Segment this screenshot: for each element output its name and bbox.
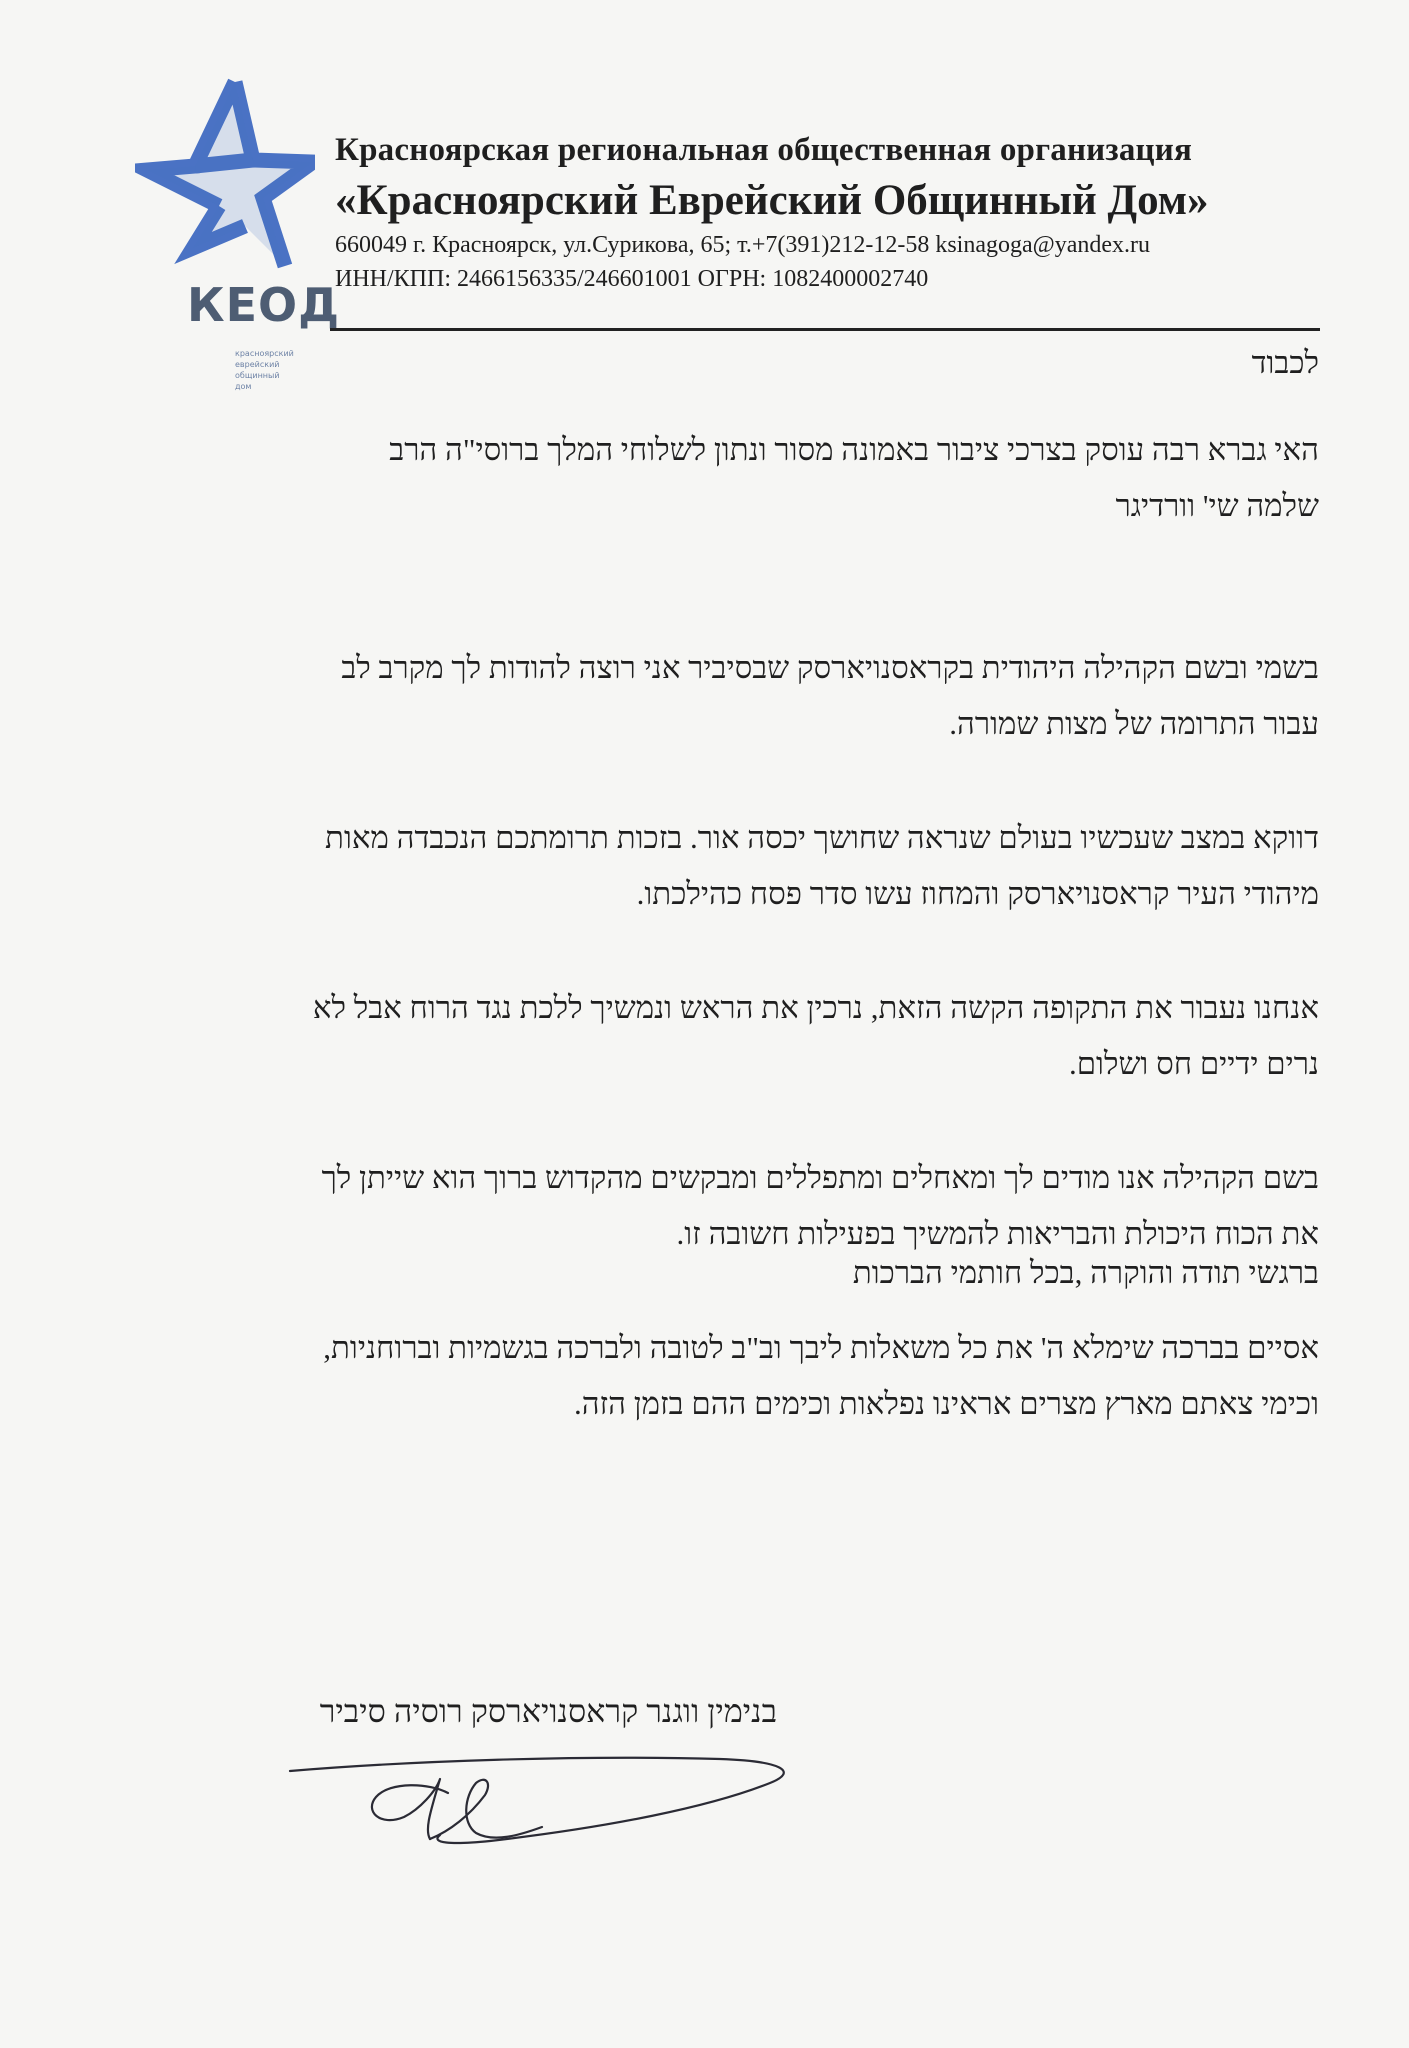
logo-abbreviation: КЕОД (187, 278, 341, 332)
paragraph-line: עבור התרומה של מצות שמורה. (949, 706, 1319, 741)
body-paragraph (199, 640, 1319, 752)
letterhead-text (335, 128, 1335, 296)
organization-registration: ИНН/КПП: 2466156335/246601001 ОГРН: 1082400002740 (335, 266, 929, 292)
paragraph-line: בשם הקהילה אנו מודים לך ומאחלים ומתפללים ומבקשים מהקדוש ברוך הוא שייתן לך (321, 1160, 1319, 1195)
logo-caption (235, 348, 315, 392)
logo-caption-line: еврейский (235, 360, 280, 369)
logo-caption-line: дом (235, 382, 252, 391)
salutation: לכבוד (1251, 345, 1319, 380)
letterhead-divider (330, 328, 1320, 331)
paragraph-line: וכימי צאתם מארץ מצרים אראינו נפלאות וכימים ההם בזמן הזה. (573, 1386, 1319, 1421)
logo-caption-line: общинный (235, 371, 280, 380)
organization-name: «Красноярский Еврейский Общинный Дом» (335, 177, 1209, 224)
body-paragraph (199, 1320, 1319, 1432)
paragraph-line: מיהודי העיר קראסנויארסק והמחוז עשו סדר פסח כהילכתו. (636, 876, 1319, 911)
paragraph-line: את הכוח היכולת והבריאות להמשיך בפעילות חשובה זו. (676, 1216, 1319, 1251)
organization-type: Красноярская региональная общественная организация (335, 132, 1193, 168)
paragraph-line: אסיים בברכה שימלא ה' את כל משאלות ליבך וב"ב לטובה ולברכה בגשמיות וברוחניות, (323, 1330, 1319, 1365)
organization-contact: 660049 г. Красноярск, ул.Сурикова, 65; т.+7(391)212-12-58 ksinagoga@yandex.ru (335, 232, 1151, 258)
paragraph-line: דווקא במצב שעכשיו בעולם שנראה שחושך יכסה אור. בזכות תרומתכם הנכבדה מאות (325, 820, 1319, 855)
body-paragraph (199, 980, 1319, 1092)
paragraph-line: אנחנו נעבור את התקופה הקשה הזאת, נרכין את הראש ונמשיך ללכת נגד הרוח אבל לא (312, 990, 1319, 1025)
paragraph-line: נרים ידיים חס ושלום. (1068, 1046, 1319, 1081)
logo-caption-line: красноярский (235, 349, 294, 358)
letter-body (199, 640, 1319, 1490)
addressee-line: שלמה שי' וורדיגר (1115, 488, 1319, 523)
organization-logo (135, 70, 341, 391)
star-of-david-logo-icon (135, 70, 315, 270)
body-paragraph (199, 1150, 1319, 1262)
paragraph-line: בשמי ובשם הקהילה היהודית בקראסנויארסק שבסיביר אני רוצה להודות לך מקרב לב (341, 650, 1319, 685)
addressee-line: האי גברא רבה עוסק בצרכי ציבור באמונה מסור ונתון לשלוחי המלך ברוסי"ה הרב (389, 432, 1319, 467)
closing-line: ברגשי תודה והוקרה ,בכל חותמי הברכות (852, 1255, 1319, 1290)
signer-name: בנימין ווגנר קראסנויארסק רוסיה סיביר (319, 1693, 777, 1729)
addressee (199, 422, 1319, 534)
handwritten-signature (280, 1735, 800, 1855)
body-paragraph (199, 810, 1319, 922)
